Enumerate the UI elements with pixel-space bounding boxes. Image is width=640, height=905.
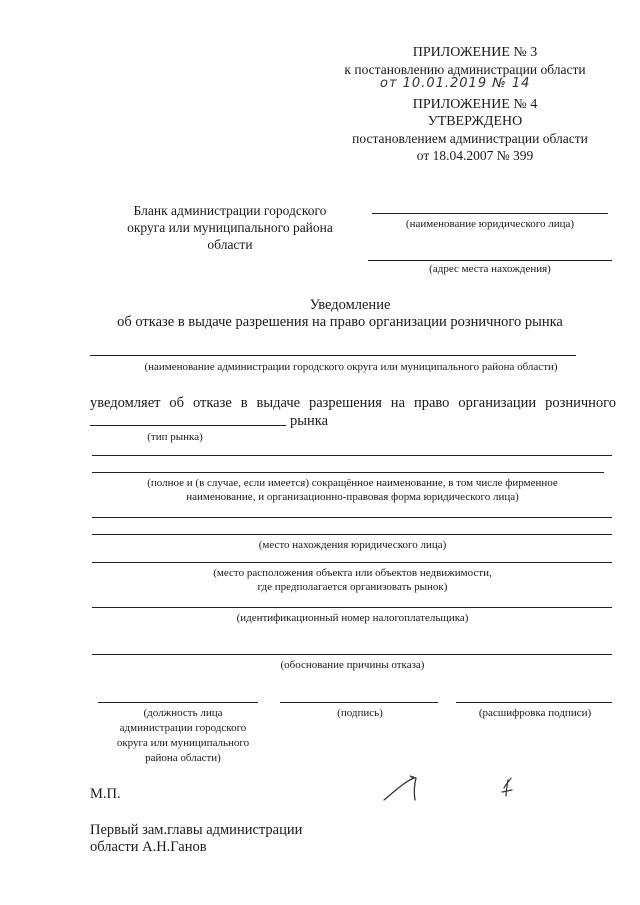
stamp-place: М.П. (90, 786, 121, 802)
location-line-1 (92, 517, 612, 518)
blank-line-3: области (207, 237, 253, 252)
decoding-line (456, 702, 612, 703)
decoding-caption: (расшифровка подписи) (478, 707, 592, 719)
blank-line-1: Бланк администрации городского (133, 203, 327, 218)
inn-caption: (идентификационный номер налогоплательщика) (236, 612, 469, 624)
property-line (92, 562, 612, 563)
admin-name-caption: (наименование администрации городского округа или муниципального района области) (144, 361, 558, 373)
legal-name-line (372, 213, 608, 214)
notice-title: Уведомление (309, 297, 391, 313)
market-word: рынка (290, 413, 329, 429)
handwritten-signature (380, 770, 530, 810)
approved-by: постановлением администрации области (352, 131, 588, 146)
handwritten-decree-date: от 10.01.2019 № 14 (380, 76, 531, 91)
position-caption-3: округа или муниципального (116, 737, 250, 749)
position-caption-1: (должность лица (143, 707, 223, 719)
position-caption-4: района области) (145, 752, 221, 764)
signer-line-1: Первый зам.главы администрации (90, 822, 303, 838)
appendix-3-title: ПРИЛОЖЕНИЕ № 3 (412, 45, 538, 60)
market-type-line (90, 425, 286, 426)
appendix-4-title: ПРИЛОЖЕНИЕ № 4 (412, 97, 538, 112)
full-name-caption-2: наименование, и организационно-правовая форма юридического лица) (186, 491, 519, 503)
property-caption-1: (место расположения объекта или объектов недвижимости, (213, 567, 492, 579)
market-type-caption: (тип рынка) (147, 431, 203, 443)
appendix-3-subtitle: к постановлению администрации области (344, 62, 586, 77)
legal-name-caption: (наименование юридического лица) (405, 218, 575, 230)
reason-line (92, 654, 612, 655)
blank-line-2: округа или муниципального района (127, 220, 333, 235)
signer-line-2: области А.Н.Ганов (90, 839, 207, 855)
address-caption: (адрес места нахождения) (429, 263, 551, 275)
location-caption: (место нахождения юридического лица) (258, 539, 447, 551)
property-caption-2: где предполагается организовать рынок) (257, 581, 448, 593)
notice-body-text: уведомляет об отказе в выдаче разрешения на право организации розничного (90, 395, 616, 411)
position-line (98, 702, 258, 703)
full-name-line-2 (92, 472, 604, 473)
approved-label: УТВЕРЖДЕНО (427, 114, 523, 129)
address-line (368, 260, 612, 261)
notice-subtitle: об отказе в выдаче разрешения на право организации розничного рынка (117, 314, 563, 330)
location-line-2 (92, 534, 612, 535)
full-name-caption-1: (полное и (в случае, если имеется) сокращённое наименование, в том числе фирменное (147, 477, 558, 489)
signature-line (280, 702, 438, 703)
inn-line (92, 607, 612, 608)
reason-caption: (обоснование причины отказа) (280, 659, 425, 671)
position-caption-2: администрации городского (119, 722, 247, 734)
approved-date: от 18.04.2007 № 399 (416, 148, 534, 163)
signature-caption: (подпись) (337, 707, 383, 719)
admin-name-line (90, 355, 576, 356)
full-name-line-1 (92, 455, 612, 456)
